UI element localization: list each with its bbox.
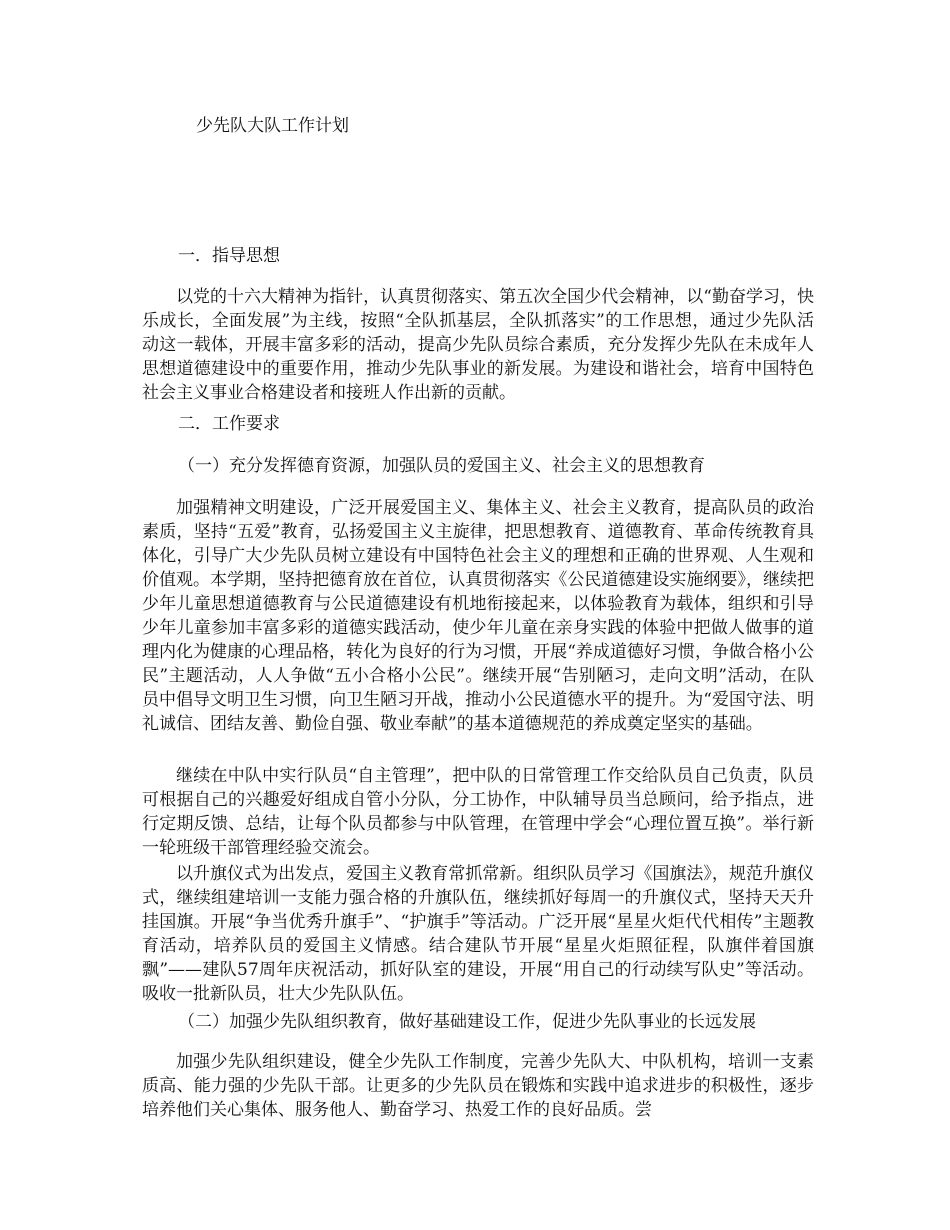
paragraph-organization: 加强少先队组织建设，健全少先队工作制度，完善少先队大、中队机构，培训一支素质高、能力强的少先队干部。让更多的少先队员在锻炼和实践中追求进步的积极性，逐步培养他们关心集体、服务他人、勤奋学习、热爱工作的良好品质。尝 (142, 1052, 814, 1120)
paragraph-moral-education: 加强精神文明建设，广泛开展爱国主义、集体主义、社会主义教育，提高队员的政治素质，坚持“五爱”教育，弘扬爱国主义主旋律，把思想教育、道德教育、革命传统教育具体化，引导广大少先队员树立建设有中国特色社会主义的理想和正确的世界观、人生观和价值观。本学期，坚持把德育放在首位，认真贯彻落实《公民道德建设实施纲要》，继续把少年儿童思想道德教育与公民道德建设有机地衔接起来，以体验教育为载体，组织和引导少年儿童参加丰富多彩的道德实践活动，使少年儿童在亲身实践的体验中把做人做事的道理内化为健康的心理品格，转化为良好的行为习惯，开展“养成道德好习惯，争做合格小公民”主题活动，人人争做“五小合格小公民”。继续开展“告别陋习，走向文明”活动，在队员中倡导文明卫生习惯，向卫生陋习开战，推动小公民道德水平的提升。为“爱国守法、明礼诚信、团结友善、勤俭自强、敬业奉献”的基本道德规范的养成奠定坚实的基础。 (142, 498, 814, 734)
document-title: 少先队大队工作计划 (196, 116, 349, 136)
subsection-heading-moral-education: （一）充分发挥德育资源，加强队员的爱国主义、社会主义的思想教育 (178, 456, 705, 476)
section-heading-work-requirements: 二．工作要求 (178, 414, 280, 434)
paragraph-flag-raising: 以升旗仪式为出发点，爱国主义教育常抓常新。组织队员学习《国旗法》，规范升旗仪式，继续组建培训一支能力强合格的升旗队伍，继续抓好每周一的升旗仪式，坚持天天升挂国旗。开展“争当优秀升旗手”、“护旗手”等活动。广泛开展“星星火炬代代相传”主题教育活动，培养队员的爱国主义情感。结合建队节开展“星星火炬照征程，队旗伴着国旗飘”——建队57周年庆祝活动，抓好队室的建设，开展“用自己的行动续写队史”等活动。吸收一批新队员，壮大少先队队伍。 (142, 864, 814, 1004)
section-heading-guiding-ideology: 一．指导思想 (178, 246, 280, 266)
paragraph-self-management: 继续在中队中实行队员“自主管理”，把中队的日常管理工作交给队员自己负责，队员可根据自己的兴趣爱好组成自管小分队，分工协作，中队辅导员当总顾问，给予指点，进行定期反馈、总结，让每个队员都参与中队管理，在管理中学会“心理位置互换”。举行新一轮班级干部管理经验交流会。 (142, 766, 814, 858)
subsection-heading-organization: （二）加强少先队组织教育，做好基础建设工作，促进少先队事业的长远发展 (178, 1012, 756, 1032)
paragraph-guiding-ideology: 以党的十六大精神为指针，认真贯彻落实、第五次全国少代会精神，以“勤奋学习，快乐成长，全面发展”为主线，按照“全队抓基层，全队抓落实”的工作思想，通过少先队活动这一载体，开展丰富多彩的活动，提高少先队员综合素质，充分发挥少先队在未成年人思想道德建设中的重要作用，推动少先队事业的新发展。为建设和谐社会，培育中国特色社会主义事业合格建设者和接班人作出新的贡献。 (142, 287, 814, 403)
